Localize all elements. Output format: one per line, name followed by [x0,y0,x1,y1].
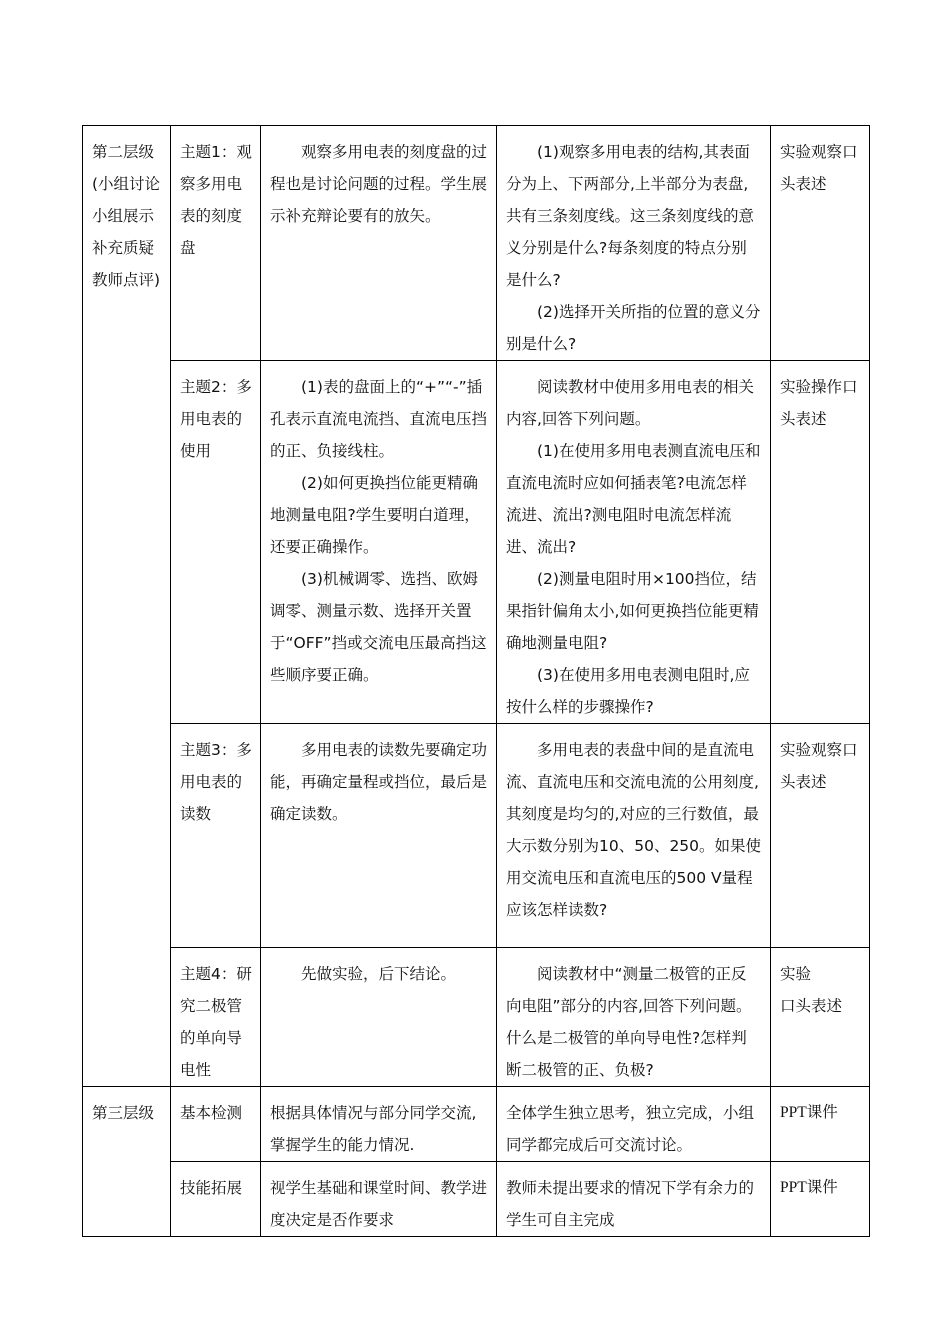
topic-cell [171,1162,261,1237]
level-cell [83,126,171,1087]
topic-label: 技能拓展 [180,1179,243,1197]
table-row [83,724,870,948]
student-activity-text: 阅读教材中“测量二极管的正反向电阻”部分的内容,回答下列问题。什么是二极管的单向导电性?怎样判断二极管的正、负极? [506,965,752,1079]
lesson-plan-table [82,125,870,1237]
method-label: 实验操作口头表述 [780,378,858,428]
student-activity-text: (1)观察多用电表的结构,其表面分为上、下两部分,上半部分为表盘,共有三条刻度线。这三条刻度线的意义分别是什么?每条刻度的特点分别是什么? [506,143,755,289]
teacher-activity-text: (3)机械调零、选挡、欧姆调零、测量示数、选择开关置于“OFF”挡或交流电压最高挡这些顺序要正确。 [270,570,487,684]
table-row [83,361,870,724]
table-row [83,126,870,361]
level-label: 第三层级 [92,1104,155,1122]
teacher-activity-text: 根据具体情况与部分同学交流,掌握学生的能力情况. [270,1104,477,1154]
teacher-activity-text: 先做实验，后下结论。 [301,965,457,983]
student-activity-text: 多用电表的表盘中间的是直流电流、直流电压和交流电流的公用刻度,其刻度是均匀的,对应的三行数值，最大示数分别为10、50、250。如果使用交流电压和直流电压的500 V量程应该怎样读数? [506,741,762,919]
level-label: 第二层级 (小组讨论 小组展示补充质疑 教师点评) [92,143,161,289]
table-row [83,1162,870,1237]
teacher-activity-cell [261,948,497,1087]
method-cell [771,948,870,1087]
student-activity-cell [497,948,771,1087]
topic-label: 主题1：观察多用电表的刻度盘 [180,143,252,257]
method-cell [771,724,870,948]
method-label: 实验观察口头表述 [780,741,858,791]
table-row [83,948,870,1087]
student-activity-text: 全体学生独立思考，独立完成，小组同学都完成后可交流讨论。 [506,1104,755,1154]
method-label: 实验 口头表述 [780,965,843,1015]
topic-label: 主题3：多用电表的读数 [180,741,252,823]
table-row [83,1087,870,1162]
method-label: 实验观察口头表述 [780,143,858,193]
teacher-activity-cell [261,1162,497,1237]
method-cell [771,1087,870,1162]
topic-cell [171,361,261,724]
student-activity-cell [497,1162,771,1237]
method-cell [771,361,870,724]
topic-label: 主题2：多用电表的使用 [180,378,252,460]
student-activity-cell [497,1087,771,1162]
method-label: PPT课件 [780,1104,838,1121]
student-activity-cell [497,126,771,361]
teacher-activity-cell [261,724,497,948]
topic-cell [171,724,261,948]
teacher-activity-cell [261,126,497,361]
method-cell [771,126,870,361]
topic-label: 基本检测 [180,1104,243,1122]
method-cell [771,1162,870,1237]
student-activity-cell [497,361,771,724]
student-activity-text: (2)测量电阻时用×100挡位，结果指针偏角太小,如何更换挡位能更精确地测量电阻? [506,570,759,652]
teacher-activity-text: (1)表的盘面上的“+”“-”插孔表示直流电流挡、直流电压挡的正、负接线柱。 [270,378,488,460]
student-activity-text: 阅读教材中使用多用电表的相关内容,回答下列问题。 [506,378,755,428]
teacher-activity-text: 观察多用电表的刻度盘的过程也是讨论问题的过程。学生展示补充辩论要有的放矢。 [270,143,488,225]
teacher-activity-cell [261,1087,497,1162]
teacher-activity-text: (2)如何更换挡位能更精确地测量电阻?学生要明白道理，还要正确操作。 [270,474,480,556]
student-activity-text: (1)在使用多用电表测直流电压和直流电流时应如何插表笔?电流怎样流进、流出?测电阻时电流怎样流进、流出? [506,442,761,556]
student-activity-cell [497,724,771,948]
teacher-activity-text: 视学生基础和课堂时间、教学进度决定是否作要求 [270,1179,488,1229]
topic-cell [171,948,261,1087]
method-label: PPT课件 [780,1179,838,1196]
level-cell [83,1087,171,1237]
topic-label: 主题4：研究二极管的单向导电性 [180,965,252,1079]
student-activity-text: (3)在使用多用电表测电阻时,应按什么样的步骤操作? [506,666,750,716]
topic-cell [171,126,261,361]
student-activity-text: (2)选择开关所指的位置的意义分别是什么? [506,303,761,353]
topic-cell [171,1087,261,1162]
student-activity-text: 教师未提出要求的情况下学有余力的学生可自主完成 [506,1179,755,1229]
teacher-activity-text: 多用电表的读数先要确定功能，再确定量程或挡位，最后是确定读数。 [270,741,488,823]
teacher-activity-cell [261,361,497,724]
